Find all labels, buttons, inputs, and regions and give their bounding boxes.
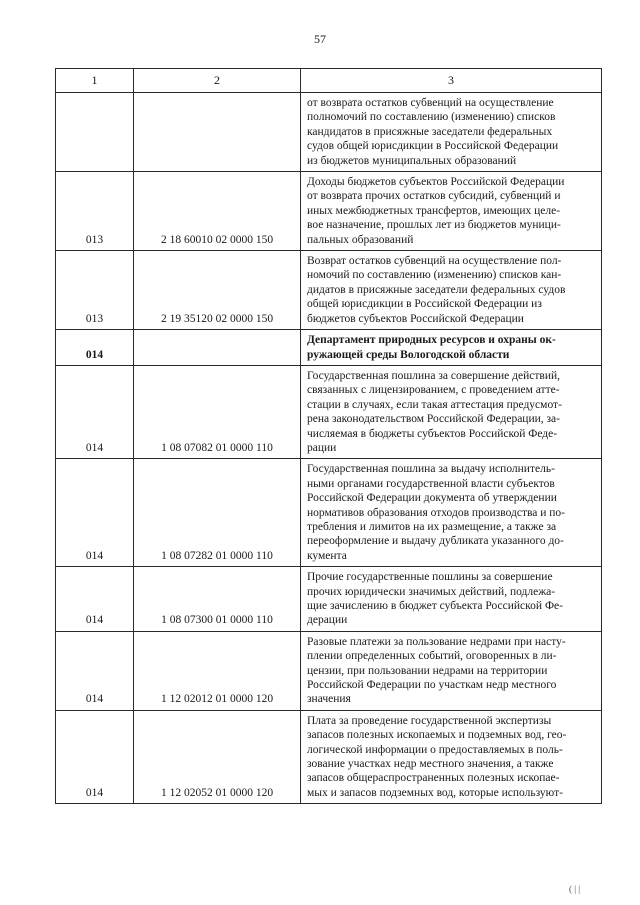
admin-code-cell: 014 — [56, 567, 134, 632]
admin-code-cell: 014 — [56, 631, 134, 710]
description-line: дидатов в присяжные заседатели федеральных судов — [307, 283, 566, 296]
admin-code-cell: 014 — [56, 365, 134, 458]
description-cell — [301, 710, 602, 803]
description-line: прочих юридически значимых действий, подлежа- — [307, 585, 556, 598]
budget-code-cell — [134, 330, 301, 366]
table-row — [56, 365, 602, 458]
column-header-description: 3 — [301, 69, 602, 93]
description-line: мых и запасов подземных вод, которые используют- — [307, 786, 563, 799]
description-line: стации в случаях, если такая аттестация предусмот- — [307, 398, 562, 411]
table-row — [56, 631, 602, 710]
description-line: запасов полезных ископаемых и подземных вод, гео- — [307, 729, 567, 742]
column-header-code: 2 — [134, 69, 301, 93]
description-cell — [301, 459, 602, 567]
budget-code-cell: 2 18 60010 02 0000 150 — [134, 172, 301, 251]
description-line: общей юрисдикции в Российской Федерации из — [307, 298, 542, 311]
description-line: Российской Федерации документа об утверждении — [307, 492, 557, 505]
description-line: зование участках недр местного значения, а также — [307, 758, 554, 771]
description-line: иных межбюджетных трансфертов, имеющих целе- — [307, 204, 561, 217]
description-line: из бюджетов муниципальных образований — [307, 154, 517, 167]
table-row — [56, 330, 602, 366]
budget-code-cell: 1 12 02012 01 0000 120 — [134, 631, 301, 710]
description-line: от возврата прочих остатков субсидий, субвенций и — [307, 190, 561, 203]
description-line: ружающей среды Вологодской области — [307, 348, 510, 361]
description-line: дерации — [307, 614, 348, 627]
table-header-row — [56, 69, 602, 93]
budget-code-cell: 1 08 07282 01 0000 110 — [134, 459, 301, 567]
description-line: судов общей юрисдикции в Российской Федерации — [307, 140, 559, 153]
description-line: ными органами государственной власти субъектов — [307, 477, 555, 490]
description-line: нормативов образования отходов производства и по- — [307, 506, 565, 519]
description-line: номочий по составлению (изменению) списков кан- — [307, 269, 562, 282]
description-cell — [301, 93, 602, 172]
budget-code-cell: 2 19 35120 02 0000 150 — [134, 251, 301, 330]
budget-code-cell: 1 12 02052 01 0000 120 — [134, 710, 301, 803]
description-line: полномочий по составлению (изменению) списков — [307, 111, 556, 124]
description-line: кандидатов в присяжные заседатели федеральных — [307, 125, 553, 138]
description-line: пальных образований — [307, 233, 414, 246]
description-cell — [301, 365, 602, 458]
table-row — [56, 172, 602, 251]
admin-code-cell — [56, 93, 134, 172]
admin-code-cell: 014 — [56, 330, 134, 366]
description-line: цензии, при пользовании недрами на территории — [307, 664, 548, 677]
description-line: кумента — [307, 549, 347, 562]
corner-mark: ( | | — [569, 884, 581, 894]
description-line: Разовые платежи за пользование недрами при насту- — [307, 635, 566, 648]
description-line: требления и лимитов на их размещение, а также за — [307, 520, 557, 533]
budget-code-cell — [134, 93, 301, 172]
description-line: Плата за проведение государственной экспертизы — [307, 714, 552, 727]
description-cell — [301, 172, 602, 251]
description-cell — [301, 567, 602, 632]
description-line: переоформление и выдачу дубликата указанного до- — [307, 535, 564, 548]
description-line: вое назначение, прошлых лет из бюджетов муници- — [307, 219, 561, 232]
budget-code-table — [55, 68, 602, 804]
admin-code-cell: 013 — [56, 251, 134, 330]
description-line: от возврата остатков субвенций на осуществление — [307, 97, 554, 109]
table-row — [56, 459, 602, 567]
description-line: рации — [307, 441, 337, 454]
budget-code-cell: 1 08 07300 01 0000 110 — [134, 567, 301, 632]
page-number: 57 — [314, 32, 326, 46]
description-line: логической информации о предоставляемых в поль- — [307, 743, 563, 756]
description-cell — [301, 251, 602, 330]
description-line: значения — [307, 693, 351, 706]
description-line: Департамент природных ресурсов и охраны ок- — [307, 334, 556, 347]
description-cell — [301, 330, 602, 366]
description-line: Государственная пошлина за совершение действий, — [307, 369, 561, 382]
table-row — [56, 567, 602, 632]
table-row — [56, 710, 602, 803]
description-line: Возврат остатков субвенций на осуществление пол- — [307, 255, 562, 268]
table-body — [56, 93, 602, 804]
description-line: бюджетов субъектов Российской Федерации — [307, 312, 524, 325]
admin-code-cell: 013 — [56, 172, 134, 251]
description-cell — [301, 631, 602, 710]
description-line: рена законодательством Российской Федерации, за- — [307, 413, 560, 426]
table-row — [56, 93, 602, 172]
description-line: числяемая в бюджеты субъектов Российской Феде- — [307, 427, 558, 440]
column-header-admin: 1 — [56, 69, 134, 93]
admin-code-cell: 014 — [56, 710, 134, 803]
description-line: плении определенных событий, оговоренных в ли- — [307, 650, 557, 663]
description-line: Российской Федерации по участкам недр местного — [307, 679, 557, 692]
description-line: щие зачислению в бюджет субъекта Российской Фе- — [307, 600, 563, 612]
description-line: связанных с лицензированием, с проведением атте- — [307, 384, 560, 397]
admin-code-cell: 014 — [56, 459, 134, 567]
description-line: запасов общераспространенных полезных ископае- — [307, 772, 560, 785]
description-line: Доходы бюджетов субъектов Российской Федерации — [307, 176, 565, 189]
table-row — [56, 251, 602, 330]
description-line: Прочие государственные пошлины за совершение — [307, 571, 553, 584]
budget-code-cell: 1 08 07082 01 0000 110 — [134, 365, 301, 458]
description-line: Государственная пошлина за выдачу исполнитель- — [307, 463, 555, 476]
